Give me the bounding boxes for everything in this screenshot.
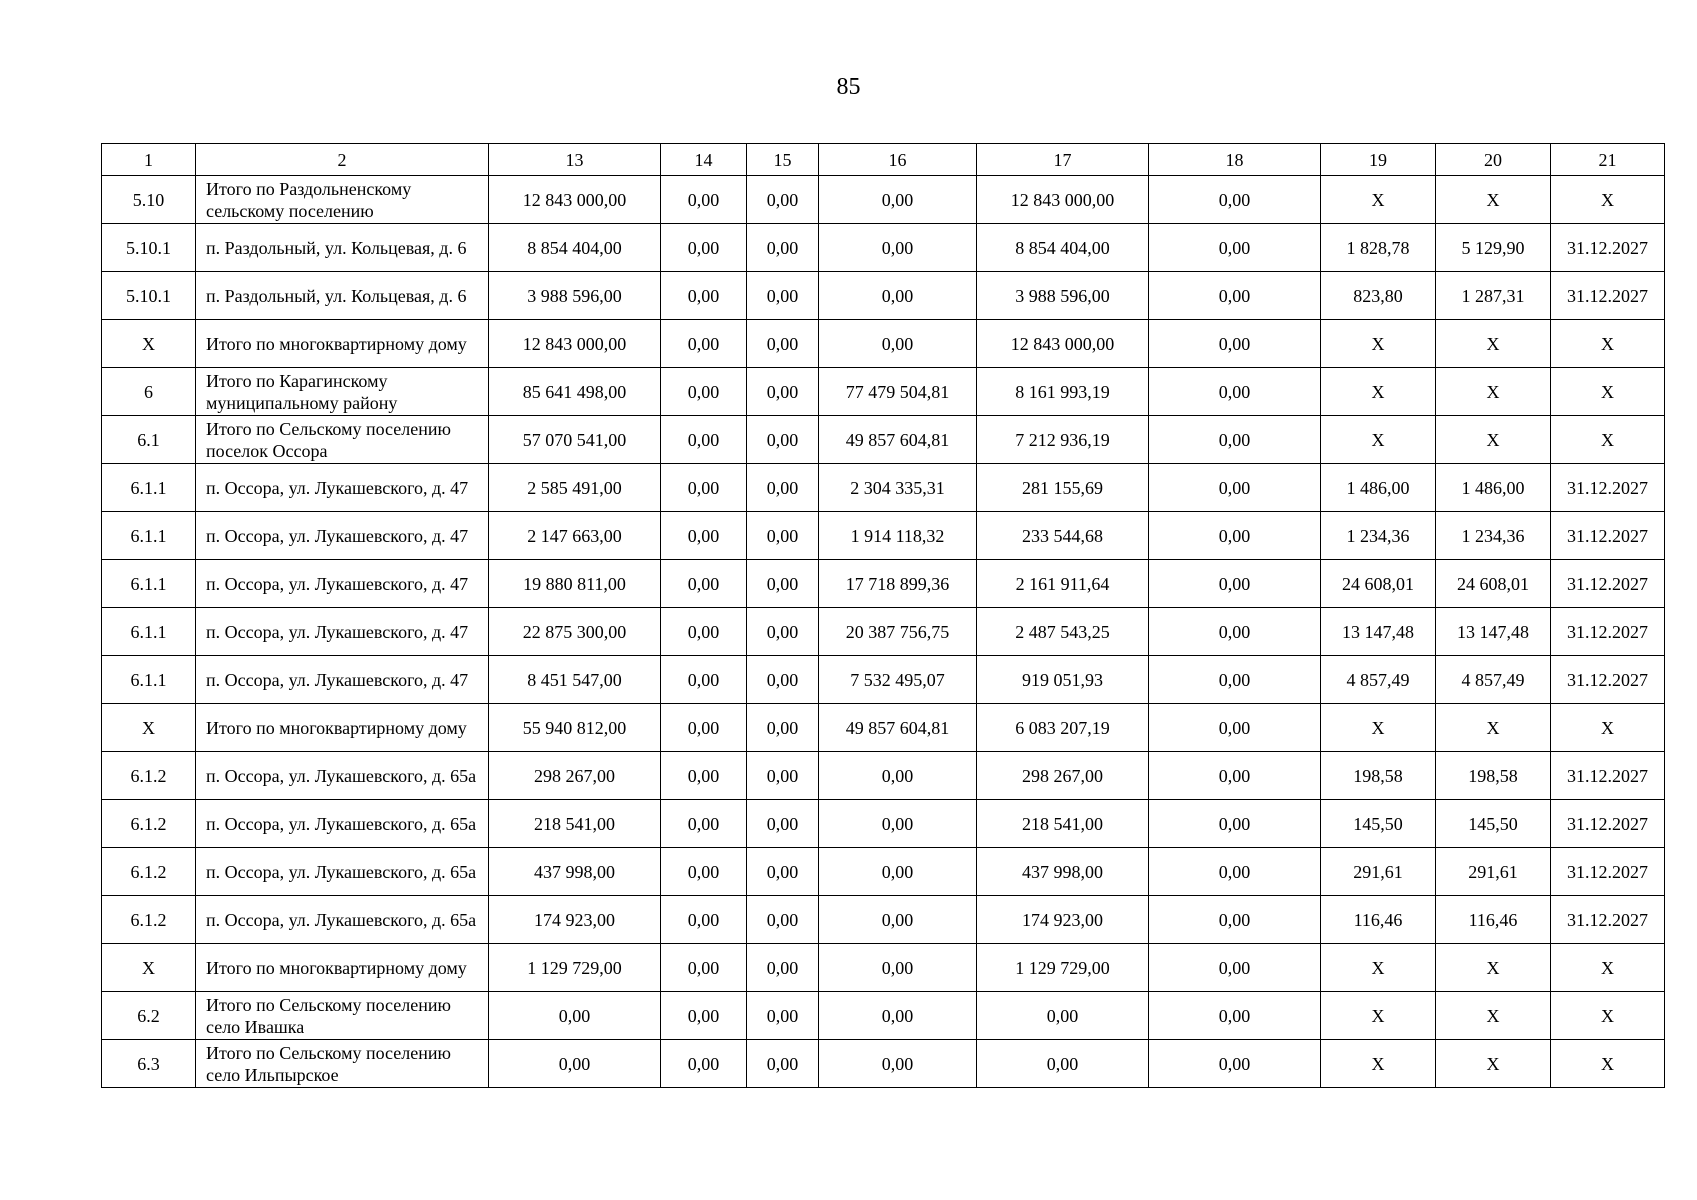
cell-col-21: 31.12.2027 xyxy=(1551,608,1665,656)
cell-col-20: 1 287,31 xyxy=(1436,272,1551,320)
cell-col-21: X xyxy=(1551,704,1665,752)
cell-col-16: 0,00 xyxy=(819,752,977,800)
cell-col-17: 12 843 000,00 xyxy=(977,320,1149,368)
cell-col-21: 31.12.2027 xyxy=(1551,512,1665,560)
table-row xyxy=(102,608,1665,656)
cell-col-13: 1 129 729,00 xyxy=(489,944,661,992)
cell-number: 6.1.2 xyxy=(102,752,196,800)
cell-col-14: 0,00 xyxy=(661,704,747,752)
cell-col-14: 0,00 xyxy=(661,800,747,848)
cell-col-14: 0,00 xyxy=(661,560,747,608)
cell-col-20: 1 486,00 xyxy=(1436,464,1551,512)
cell-col-15: 0,00 xyxy=(747,752,819,800)
table-row xyxy=(102,1040,1665,1088)
cell-name: Итого по Сельскому поселению поселок Оссора xyxy=(196,416,489,464)
cell-name: п. Оссора, ул. Лукашевского, д. 65а xyxy=(196,848,489,896)
cell-col-17: 298 267,00 xyxy=(977,752,1149,800)
cell-col-20: X xyxy=(1436,320,1551,368)
cell-col-20: 13 147,48 xyxy=(1436,608,1551,656)
cell-col-20: 198,58 xyxy=(1436,752,1551,800)
cell-number: 6.1.1 xyxy=(102,608,196,656)
cell-col-15: 0,00 xyxy=(747,944,819,992)
cell-col-14: 0,00 xyxy=(661,368,747,416)
cell-col-18: 0,00 xyxy=(1149,368,1321,416)
table-row xyxy=(102,944,1665,992)
header-cell-col-1: 1 xyxy=(102,144,196,176)
table-row xyxy=(102,464,1665,512)
cell-col-19: 13 147,48 xyxy=(1321,608,1436,656)
cell-col-19: X xyxy=(1321,368,1436,416)
cell-col-13: 3 988 596,00 xyxy=(489,272,661,320)
cell-col-13: 12 843 000,00 xyxy=(489,320,661,368)
cell-col-17: 174 923,00 xyxy=(977,896,1149,944)
cell-col-19: 1 486,00 xyxy=(1321,464,1436,512)
cell-col-17: 281 155,69 xyxy=(977,464,1149,512)
cell-col-18: 0,00 xyxy=(1149,176,1321,224)
cell-col-17: 437 998,00 xyxy=(977,848,1149,896)
cell-col-13: 0,00 xyxy=(489,992,661,1040)
header-cell-col-13: 13 xyxy=(489,144,661,176)
cell-col-17: 0,00 xyxy=(977,1040,1149,1088)
cell-col-16: 7 532 495,07 xyxy=(819,656,977,704)
cell-number: 6.1.2 xyxy=(102,896,196,944)
table-row xyxy=(102,752,1665,800)
cell-number: X xyxy=(102,320,196,368)
cell-col-20: X xyxy=(1436,368,1551,416)
cell-name: Итого по многоквартирному дому xyxy=(196,944,489,992)
table-row xyxy=(102,224,1665,272)
cell-col-17: 8 854 404,00 xyxy=(977,224,1149,272)
cell-col-13: 298 267,00 xyxy=(489,752,661,800)
cell-col-20: X xyxy=(1436,944,1551,992)
cell-col-13: 12 843 000,00 xyxy=(489,176,661,224)
header-cell-col-18: 18 xyxy=(1149,144,1321,176)
cell-col-20: X xyxy=(1436,1040,1551,1088)
cell-col-17: 218 541,00 xyxy=(977,800,1149,848)
cell-col-15: 0,00 xyxy=(747,224,819,272)
cell-col-14: 0,00 xyxy=(661,944,747,992)
cell-col-20: X xyxy=(1436,176,1551,224)
table-row xyxy=(102,272,1665,320)
cell-col-14: 0,00 xyxy=(661,176,747,224)
cell-col-16: 0,00 xyxy=(819,944,977,992)
table-row xyxy=(102,800,1665,848)
cell-col-13: 0,00 xyxy=(489,1040,661,1088)
cell-col-19: X xyxy=(1321,320,1436,368)
cell-col-17: 8 161 993,19 xyxy=(977,368,1149,416)
cell-col-16: 17 718 899,36 xyxy=(819,560,977,608)
cell-col-20: 5 129,90 xyxy=(1436,224,1551,272)
cell-name: п. Оссора, ул. Лукашевского, д. 47 xyxy=(196,656,489,704)
cell-col-13: 174 923,00 xyxy=(489,896,661,944)
cell-col-14: 0,00 xyxy=(661,848,747,896)
cell-col-19: 24 608,01 xyxy=(1321,560,1436,608)
page-number: 85 xyxy=(836,74,861,100)
table-row xyxy=(102,416,1665,464)
cell-col-17: 2 487 543,25 xyxy=(977,608,1149,656)
cell-col-18: 0,00 xyxy=(1149,992,1321,1040)
cell-col-15: 0,00 xyxy=(747,992,819,1040)
cell-number: 5.10 xyxy=(102,176,196,224)
table-row xyxy=(102,176,1665,224)
cell-number: X xyxy=(102,704,196,752)
cell-col-16: 20 387 756,75 xyxy=(819,608,977,656)
cell-col-14: 0,00 xyxy=(661,656,747,704)
cell-col-21: X xyxy=(1551,368,1665,416)
table-row xyxy=(102,992,1665,1040)
cell-col-20: X xyxy=(1436,992,1551,1040)
cell-number: 5.10.1 xyxy=(102,224,196,272)
cell-col-21: 31.12.2027 xyxy=(1551,848,1665,896)
cell-col-21: 31.12.2027 xyxy=(1551,752,1665,800)
cell-col-19: 1 234,36 xyxy=(1321,512,1436,560)
cell-name: п. Оссора, ул. Лукашевского, д. 65а xyxy=(196,800,489,848)
table-row xyxy=(102,560,1665,608)
cell-number: 6.1.1 xyxy=(102,560,196,608)
cell-name: Итого по Карагинскому муниципальному району xyxy=(196,368,489,416)
cell-number: 6.1.2 xyxy=(102,848,196,896)
cell-col-21: X xyxy=(1551,1040,1665,1088)
cell-col-21: X xyxy=(1551,320,1665,368)
cell-number: 6.3 xyxy=(102,1040,196,1088)
cell-number: 6.1.1 xyxy=(102,656,196,704)
cell-col-19: 198,58 xyxy=(1321,752,1436,800)
table-row xyxy=(102,368,1665,416)
cell-name: п. Оссора, ул. Лукашевского, д. 47 xyxy=(196,464,489,512)
cell-col-18: 0,00 xyxy=(1149,752,1321,800)
cell-col-17: 12 843 000,00 xyxy=(977,176,1149,224)
cell-col-16: 0,00 xyxy=(819,1040,977,1088)
cell-col-18: 0,00 xyxy=(1149,224,1321,272)
cell-number: 5.10.1 xyxy=(102,272,196,320)
cell-col-21: 31.12.2027 xyxy=(1551,800,1665,848)
cell-col-15: 0,00 xyxy=(747,800,819,848)
cell-col-19: 145,50 xyxy=(1321,800,1436,848)
cell-name: п. Оссора, ул. Лукашевского, д. 65а xyxy=(196,752,489,800)
cell-col-21: X xyxy=(1551,992,1665,1040)
cell-col-16: 0,00 xyxy=(819,176,977,224)
cell-col-13: 85 641 498,00 xyxy=(489,368,661,416)
cell-col-19: 116,46 xyxy=(1321,896,1436,944)
cell-col-15: 0,00 xyxy=(747,608,819,656)
cell-col-15: 0,00 xyxy=(747,416,819,464)
header-cell-col-21: 21 xyxy=(1551,144,1665,176)
cell-col-14: 0,00 xyxy=(661,512,747,560)
cell-col-18: 0,00 xyxy=(1149,656,1321,704)
cell-col-14: 0,00 xyxy=(661,896,747,944)
cell-name: п. Оссора, ул. Лукашевского, д. 47 xyxy=(196,608,489,656)
header-cell-col-15: 15 xyxy=(747,144,819,176)
cell-col-18: 0,00 xyxy=(1149,512,1321,560)
cell-col-15: 0,00 xyxy=(747,368,819,416)
cell-name: Итого по многоквартирному дому xyxy=(196,320,489,368)
cell-col-14: 0,00 xyxy=(661,224,747,272)
header-cell-col-14: 14 xyxy=(661,144,747,176)
cell-col-14: 0,00 xyxy=(661,1040,747,1088)
cell-col-19: X xyxy=(1321,704,1436,752)
cell-name: Итого по Раздольненскому сельскому поселению xyxy=(196,176,489,224)
cell-name: п. Оссора, ул. Лукашевского, д. 47 xyxy=(196,560,489,608)
header-cell-col-2: 2 xyxy=(196,144,489,176)
cell-name: Итого по Сельскому поселению село Ивашка xyxy=(196,992,489,1040)
cell-col-13: 22 875 300,00 xyxy=(489,608,661,656)
cell-col-20: 116,46 xyxy=(1436,896,1551,944)
cell-col-15: 0,00 xyxy=(747,848,819,896)
cell-col-15: 0,00 xyxy=(747,656,819,704)
cell-col-18: 0,00 xyxy=(1149,464,1321,512)
cell-name: п. Оссора, ул. Лукашевского, д. 65а xyxy=(196,896,489,944)
cell-col-20: 145,50 xyxy=(1436,800,1551,848)
cell-number: 6.1 xyxy=(102,416,196,464)
table-row xyxy=(102,656,1665,704)
cell-col-14: 0,00 xyxy=(661,464,747,512)
cell-col-17: 6 083 207,19 xyxy=(977,704,1149,752)
cell-col-14: 0,00 xyxy=(661,992,747,1040)
budget-table xyxy=(101,143,1665,1088)
cell-col-19: 823,80 xyxy=(1321,272,1436,320)
table-row xyxy=(102,896,1665,944)
cell-col-15: 0,00 xyxy=(747,176,819,224)
cell-col-21: 31.12.2027 xyxy=(1551,464,1665,512)
cell-col-18: 0,00 xyxy=(1149,320,1321,368)
cell-col-20: 4 857,49 xyxy=(1436,656,1551,704)
cell-col-13: 55 940 812,00 xyxy=(489,704,661,752)
cell-col-19: 1 828,78 xyxy=(1321,224,1436,272)
cell-col-16: 0,00 xyxy=(819,848,977,896)
cell-col-21: X xyxy=(1551,176,1665,224)
cell-col-15: 0,00 xyxy=(747,512,819,560)
cell-col-20: 1 234,36 xyxy=(1436,512,1551,560)
cell-number: 6.1.1 xyxy=(102,512,196,560)
cell-col-14: 0,00 xyxy=(661,608,747,656)
cell-col-17: 233 544,68 xyxy=(977,512,1149,560)
cell-col-16: 0,00 xyxy=(819,320,977,368)
cell-col-21: X xyxy=(1551,944,1665,992)
table-row xyxy=(102,320,1665,368)
cell-col-20: 291,61 xyxy=(1436,848,1551,896)
cell-col-17: 2 161 911,64 xyxy=(977,560,1149,608)
cell-col-13: 57 070 541,00 xyxy=(489,416,661,464)
cell-col-18: 0,00 xyxy=(1149,800,1321,848)
cell-col-16: 1 914 118,32 xyxy=(819,512,977,560)
cell-number: 6.1.2 xyxy=(102,800,196,848)
cell-col-14: 0,00 xyxy=(661,320,747,368)
cell-col-15: 0,00 xyxy=(747,320,819,368)
cell-col-18: 0,00 xyxy=(1149,848,1321,896)
cell-col-16: 49 857 604,81 xyxy=(819,416,977,464)
cell-col-16: 0,00 xyxy=(819,800,977,848)
cell-col-21: 31.12.2027 xyxy=(1551,896,1665,944)
cell-col-18: 0,00 xyxy=(1149,272,1321,320)
cell-col-19: 291,61 xyxy=(1321,848,1436,896)
cell-col-21: 31.12.2027 xyxy=(1551,656,1665,704)
cell-number: 6 xyxy=(102,368,196,416)
cell-col-13: 2 147 663,00 xyxy=(489,512,661,560)
cell-col-16: 0,00 xyxy=(819,992,977,1040)
cell-col-16: 0,00 xyxy=(819,896,977,944)
cell-col-16: 0,00 xyxy=(819,272,977,320)
cell-number: X xyxy=(102,944,196,992)
cell-col-21: 31.12.2027 xyxy=(1551,560,1665,608)
cell-col-18: 0,00 xyxy=(1149,1040,1321,1088)
cell-col-14: 0,00 xyxy=(661,272,747,320)
cell-col-15: 0,00 xyxy=(747,272,819,320)
cell-col-21: 31.12.2027 xyxy=(1551,272,1665,320)
header-row xyxy=(102,144,1665,176)
cell-col-18: 0,00 xyxy=(1149,608,1321,656)
cell-col-21: 31.12.2027 xyxy=(1551,224,1665,272)
cell-col-16: 0,00 xyxy=(819,224,977,272)
cell-col-17: 3 988 596,00 xyxy=(977,272,1149,320)
cell-name: Итого по Сельскому поселению село Ильпырское xyxy=(196,1040,489,1088)
table-body xyxy=(102,176,1665,1088)
cell-col-20: X xyxy=(1436,704,1551,752)
cell-name: Итого по многоквартирному дому xyxy=(196,704,489,752)
cell-col-17: 0,00 xyxy=(977,992,1149,1040)
cell-col-13: 218 541,00 xyxy=(489,800,661,848)
cell-col-13: 8 854 404,00 xyxy=(489,224,661,272)
cell-col-13: 8 451 547,00 xyxy=(489,656,661,704)
cell-col-15: 0,00 xyxy=(747,464,819,512)
cell-col-21: X xyxy=(1551,416,1665,464)
cell-col-20: 24 608,01 xyxy=(1436,560,1551,608)
cell-col-18: 0,00 xyxy=(1149,560,1321,608)
cell-name: п. Оссора, ул. Лукашевского, д. 47 xyxy=(196,512,489,560)
cell-col-16: 2 304 335,31 xyxy=(819,464,977,512)
cell-col-17: 7 212 936,19 xyxy=(977,416,1149,464)
cell-col-13: 2 585 491,00 xyxy=(489,464,661,512)
cell-col-18: 0,00 xyxy=(1149,416,1321,464)
header-cell-col-19: 19 xyxy=(1321,144,1436,176)
cell-number: 6.2 xyxy=(102,992,196,1040)
cell-col-15: 0,00 xyxy=(747,1040,819,1088)
cell-col-19: X xyxy=(1321,992,1436,1040)
header-cell-col-20: 20 xyxy=(1436,144,1551,176)
cell-col-14: 0,00 xyxy=(661,416,747,464)
cell-col-16: 77 479 504,81 xyxy=(819,368,977,416)
cell-name: п. Раздольный, ул. Кольцевая, д. 6 xyxy=(196,272,489,320)
cell-col-17: 1 129 729,00 xyxy=(977,944,1149,992)
cell-col-19: X xyxy=(1321,1040,1436,1088)
cell-number: 6.1.1 xyxy=(102,464,196,512)
cell-col-19: X xyxy=(1321,176,1436,224)
cell-col-18: 0,00 xyxy=(1149,704,1321,752)
cell-col-19: 4 857,49 xyxy=(1321,656,1436,704)
cell-col-16: 49 857 604,81 xyxy=(819,704,977,752)
cell-col-18: 0,00 xyxy=(1149,944,1321,992)
cell-col-18: 0,00 xyxy=(1149,896,1321,944)
cell-col-15: 0,00 xyxy=(747,896,819,944)
cell-col-20: X xyxy=(1436,416,1551,464)
cell-col-15: 0,00 xyxy=(747,560,819,608)
cell-name: п. Раздольный, ул. Кольцевая, д. 6 xyxy=(196,224,489,272)
cell-col-19: X xyxy=(1321,416,1436,464)
cell-col-13: 19 880 811,00 xyxy=(489,560,661,608)
cell-col-19: X xyxy=(1321,944,1436,992)
table-header xyxy=(102,144,1665,176)
table-row xyxy=(102,848,1665,896)
cell-col-14: 0,00 xyxy=(661,752,747,800)
table-row xyxy=(102,512,1665,560)
header-cell-col-16: 16 xyxy=(819,144,977,176)
cell-col-13: 437 998,00 xyxy=(489,848,661,896)
header-cell-col-17: 17 xyxy=(977,144,1149,176)
cell-col-17: 919 051,93 xyxy=(977,656,1149,704)
table-row xyxy=(102,704,1665,752)
cell-col-15: 0,00 xyxy=(747,704,819,752)
